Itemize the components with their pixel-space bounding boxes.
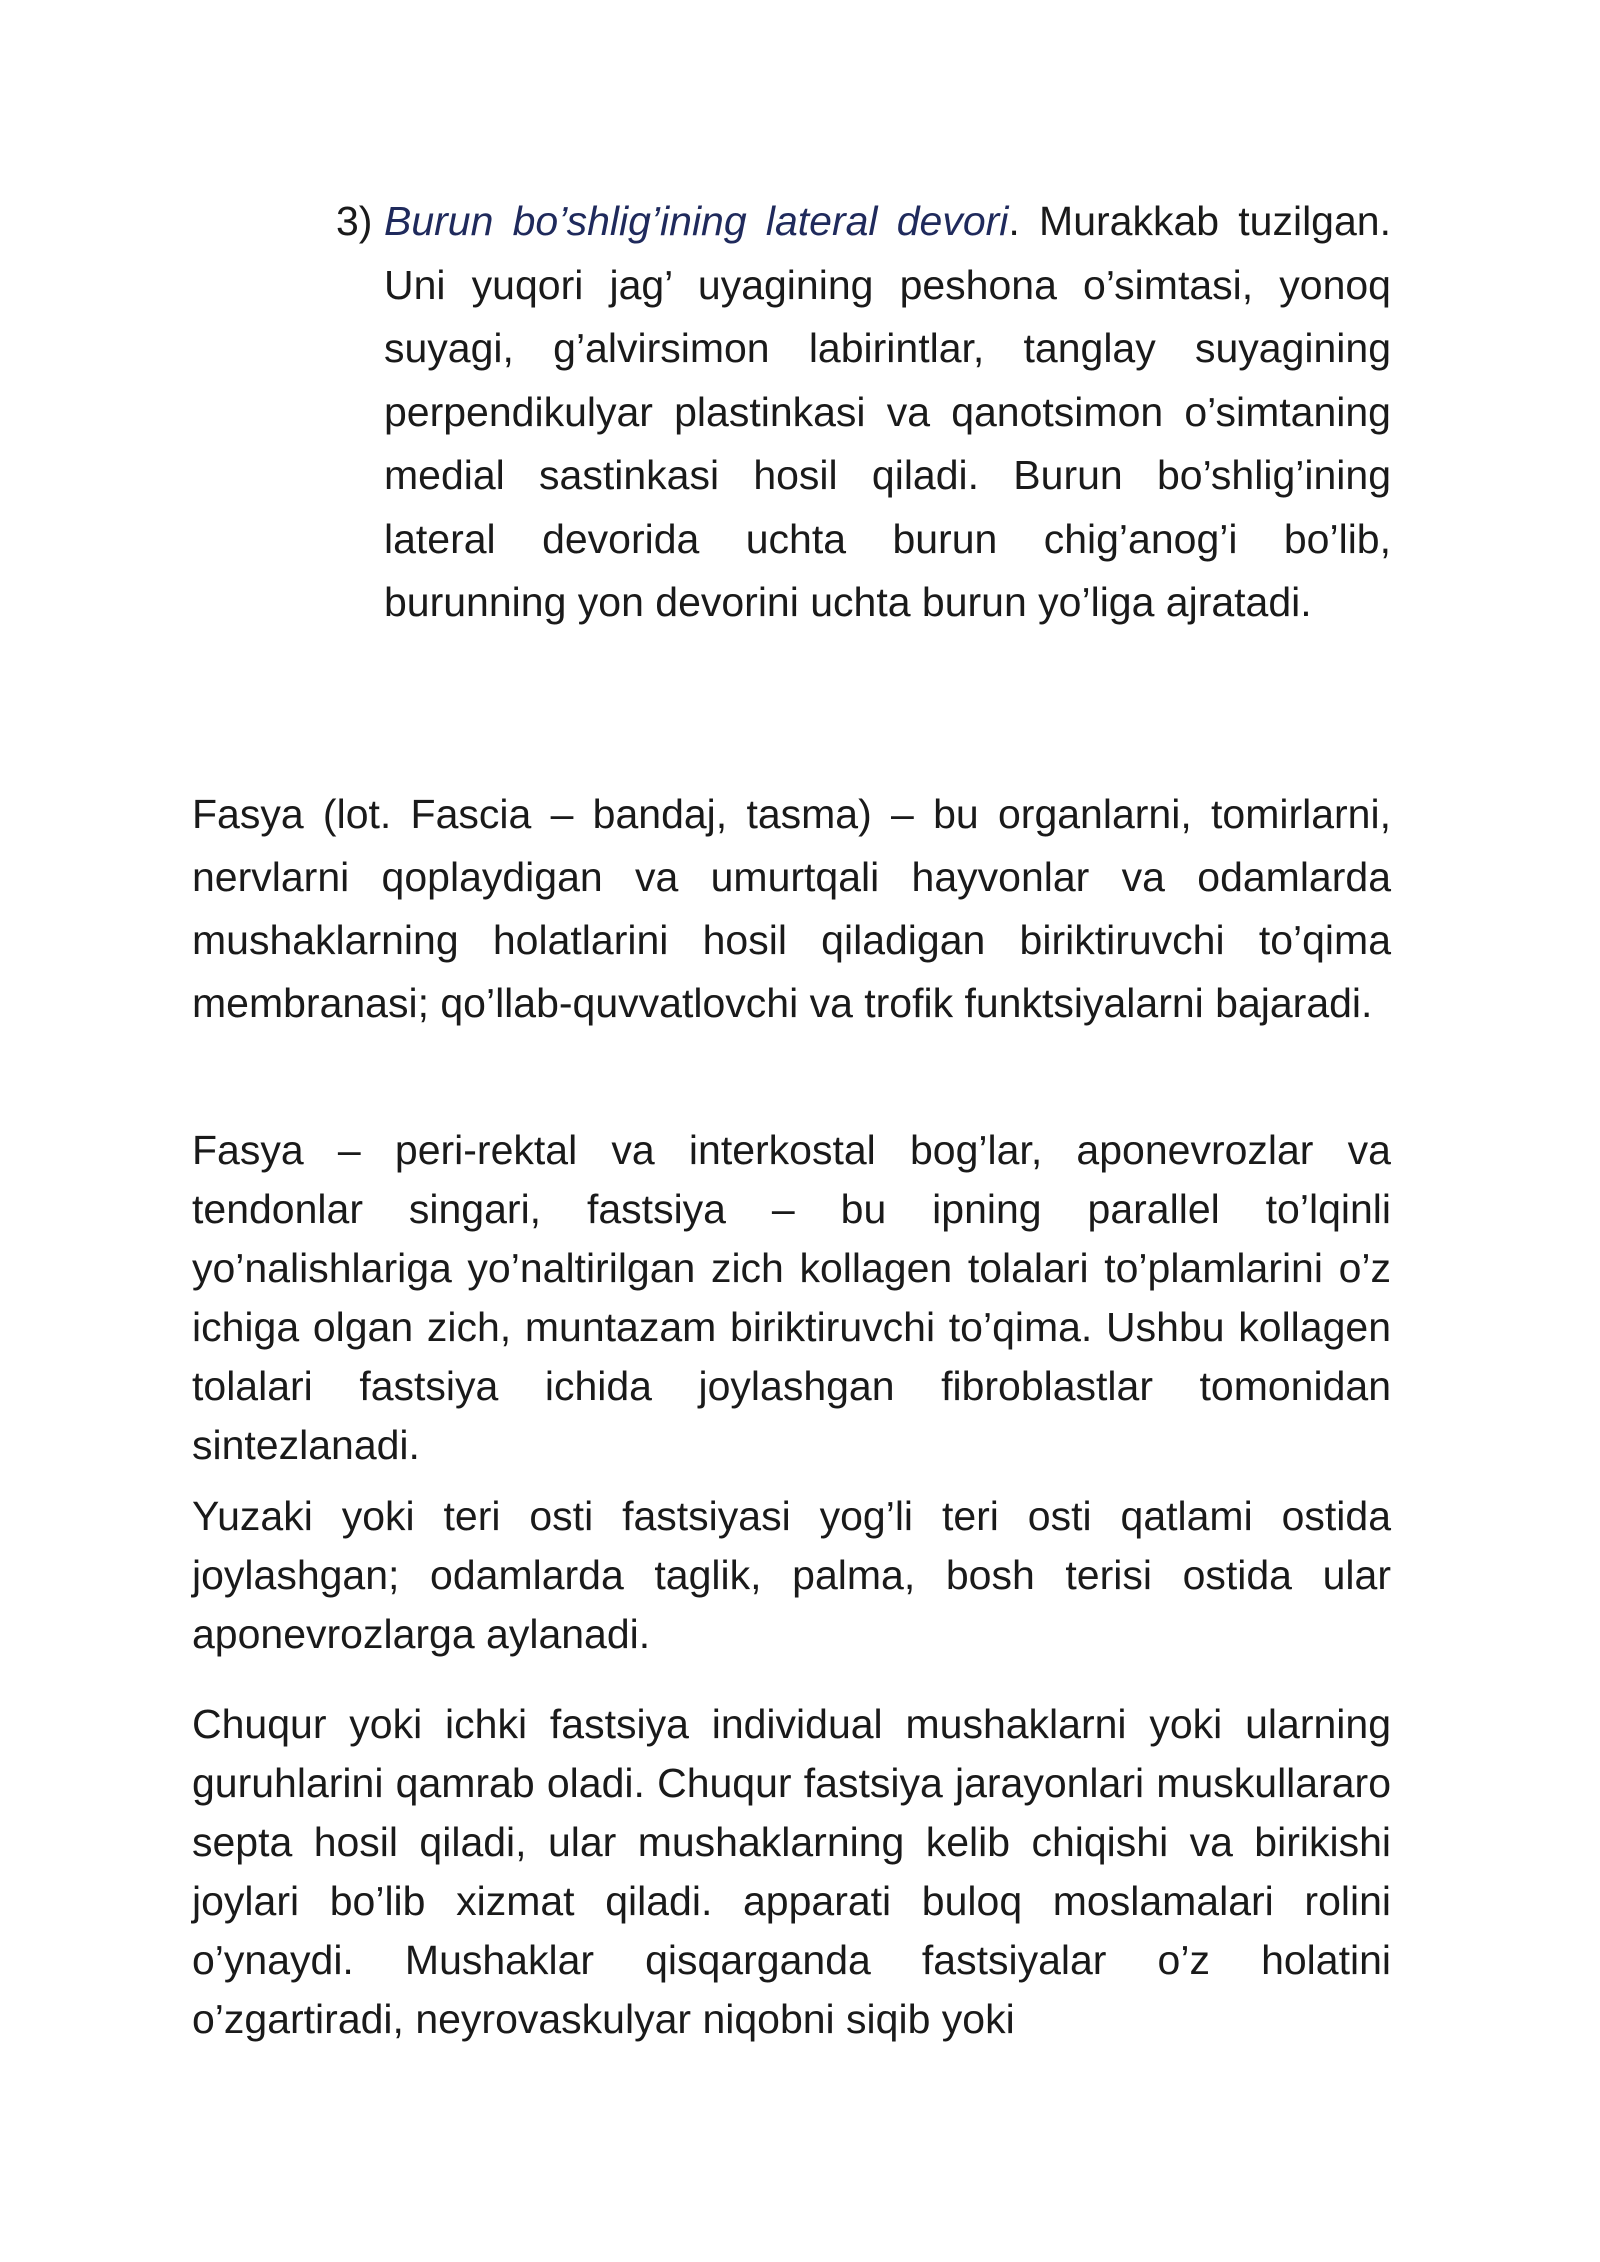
paragraph-fasya-definition: Fasya (lot. Fascia – bandaj, tasma) – bu organlarni, tomirlarni, nervlarni qoplaydigan va umurtqali hayvonlar va odamlarda mushaklarning holatlarini hosil qiladigan biriktiruvchi to’qima membranasi; qo’llab-quvvatlovchi va trofik funktsiyalarni bajaradi. (192, 791, 1391, 1026)
list-item-heading-punct: . (1008, 198, 1020, 244)
paragraph-deep-fascia: Chuqur yoki ichki fastsiya individual mushaklarni yoki ularning guruhlarini qamrab oladi. Chuqur fastsiya jarayonlari muskullararo septa hosil qiladi, ular mushaklarning kelib chiqishi va birikishi joylari bo’lib xizmat qiladi. apparati buloq moslamalari rolini o’ynaydi. Mushaklar qisqarganda fastsiyalar o’z holatini o’zgartiradi, neyrovaskulyar niqobni siqib yoki (192, 1701, 1391, 2042)
list-number: 3) (336, 198, 373, 244)
paragraph-fasya-structure: Fasya – peri-rektal va interkostal bog’lar, aponevrozlar va tendonlar singari, fastsiya – bu ipning parallel to’lqinli yo’nalishlariga yo’naltirilgan zich kollagen tolalari to’plamlarini o’z ichiga olgan zich, muntazam biriktiruvchi to’qima. Ushbu kollagen tolalari fastsiya ichida joylashgan fibroblastlar tomonidan sintezlanadi. (192, 1127, 1391, 1468)
numbered-list-item (336, 190, 1391, 635)
list-item-text: Murakkab tuzilgan. Uni yuqori jag’ uyagining peshona o’simtasi, yonoq suyagi, g’alvirsimon labirintlar, tanglay suyagining perpendikulyar plastinkasi va qanotsimon o’simtaning medial sastinkasi hosil qiladi. Burun bo’shlig’ining lateral devorida uchta burun chig’anog’i bo’lib, burunning yon devorini uchta burun yo’liga ajratadi. (384, 198, 1391, 625)
paragraph-superficial-fascia: Yuzaki yoki teri osti fastsiyasi yog’li teri osti qatlami ostida joylashgan; odamlarda taglik, palma, bosh terisi ostida ular aponevrozlarga aylanadi. (192, 1493, 1391, 1657)
list-item-body (384, 190, 1391, 635)
list-item-heading: Burun bo’shlig’ining lateral devori (384, 198, 1009, 244)
